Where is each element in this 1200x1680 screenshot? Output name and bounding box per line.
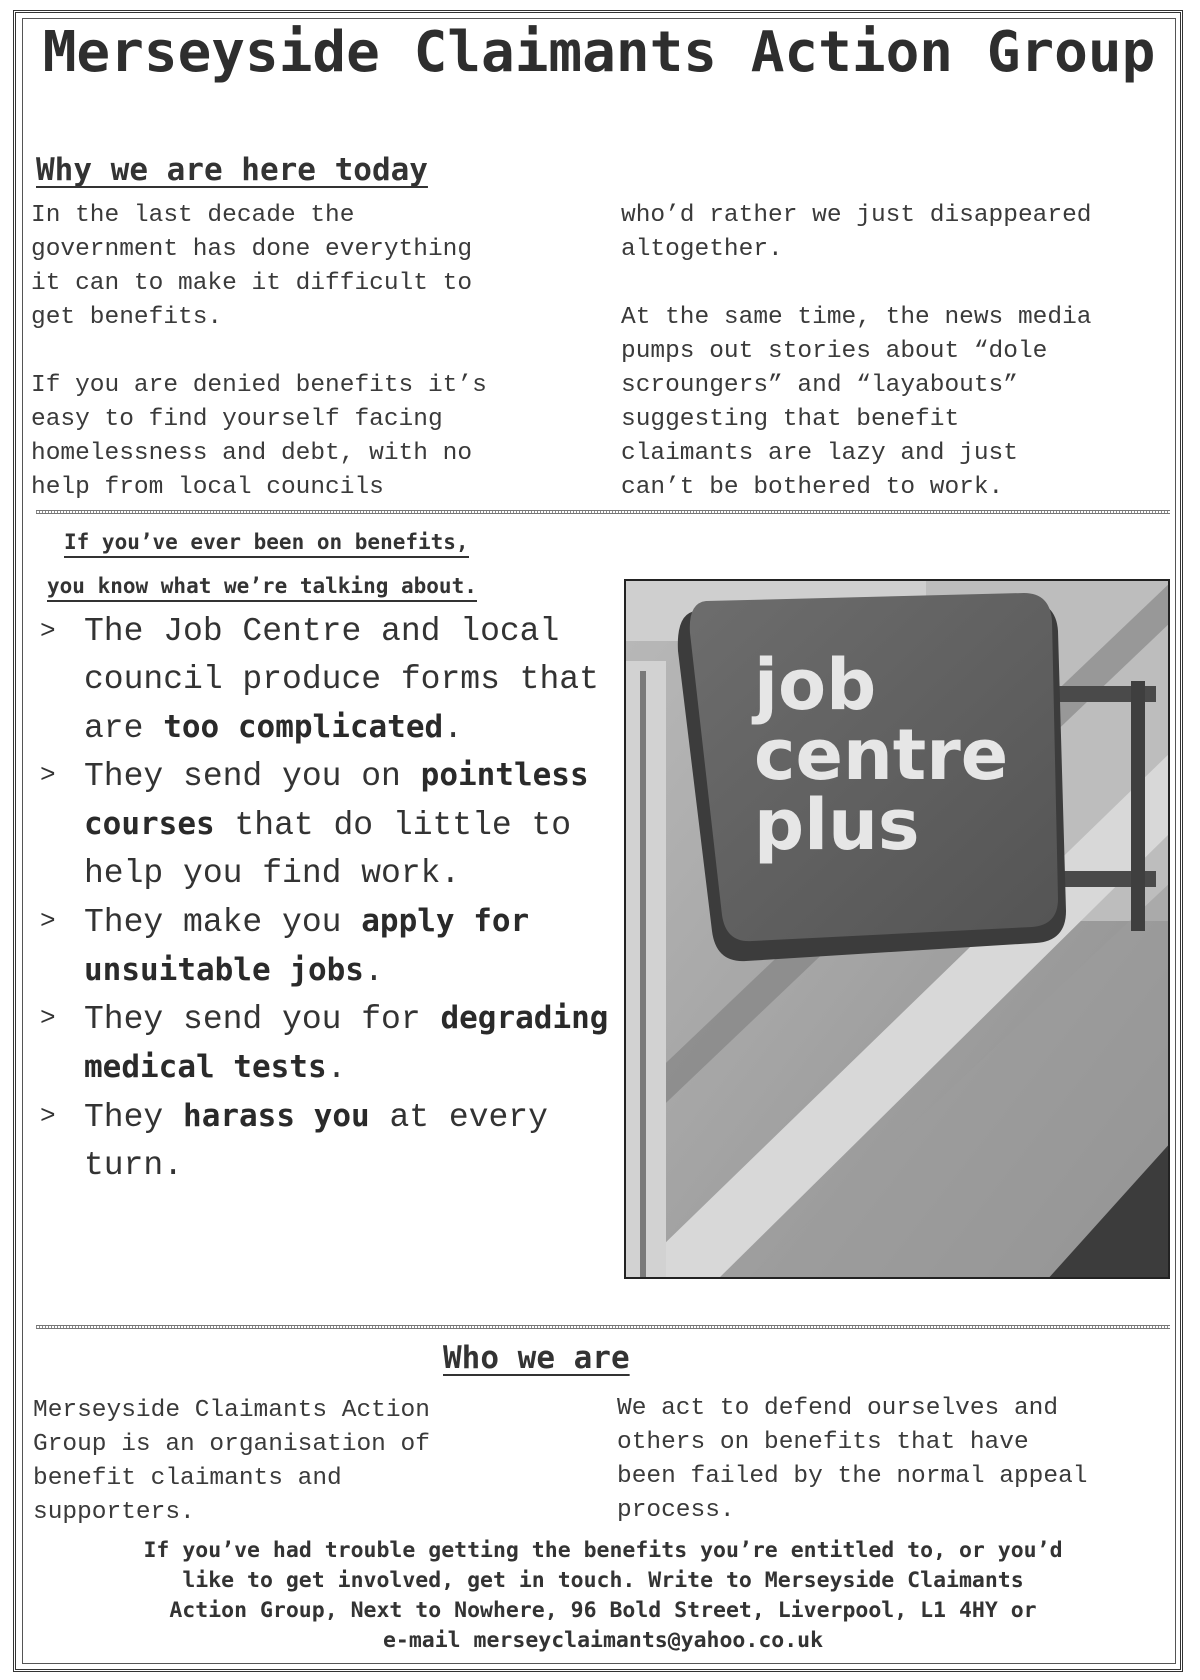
section-divider [36,1325,1170,1329]
sign-text-line3: plus [754,784,920,866]
list-item: > They send you on pointless courses that do little to help you find work. [38,752,618,897]
contact-details: If you’ve had trouble getting the benefits you’re entitled to, or you’d like to get involved, get in touch. Write to Merseyside Claimants Action Group, Next to Nowhere, 96 Bold Street, Liverpool, L1 4HY or e-mail merseyclaimants@yahoo.co.uk [143,1538,1063,1653]
who-column-right: We act to defend ourselves and others on benefits that have been failed by the normal appeal process. [617,1395,1088,1524]
sign-text-line1: job [754,644,877,726]
why-heading: Why we are here today [36,152,428,188]
sign-text-line2: centre [754,714,1009,796]
bullet-marker: > [40,616,56,646]
section-divider [36,510,1170,514]
who-column-left: Merseyside Claimants Action Group is an organisation of benefit claimants and supporters. [33,1397,430,1526]
page-title: Merseyside Claimants Action Group [42,20,1156,85]
list-item: > The Job Centre and local council produce forms that are too complicated. [38,608,618,752]
list-item: > They make you apply for unsuitable jobs. [38,898,618,996]
list-item: > They send you for degrading medical tests. [38,995,618,1093]
sign-photo-illustration [626,581,1170,1279]
benefits-subheading-line1: If you’ve ever been on benefits, [64,530,469,558]
bullet-marker: > [40,760,56,791]
list-item: > They harass you at every turn. [38,1093,618,1190]
why-column-right: who’d rather we just disappeared altogether. At the same time, the news media pumps out stories about “dole scroungers” and “layabouts” suggesting that benefit claimants are lazy and just can’t be bothered to work. [621,202,1092,501]
bullet-marker: > [40,1003,56,1034]
bullet-marker: > [40,905,56,936]
job-centre-sign-photo [624,579,1170,1279]
benefits-subheading-line2: you know what we’re talking about. [47,574,477,602]
complaint-list [38,608,618,1190]
who-heading: Who we are [443,1340,630,1376]
why-column-left: In the last decade the government has done everything it can to make it difficult to get benefits. If you are denied benefits it’s easy to find yourself facing homelessness and debt, with no help from local councils [31,202,487,501]
bullet-marker: > [40,1100,56,1131]
